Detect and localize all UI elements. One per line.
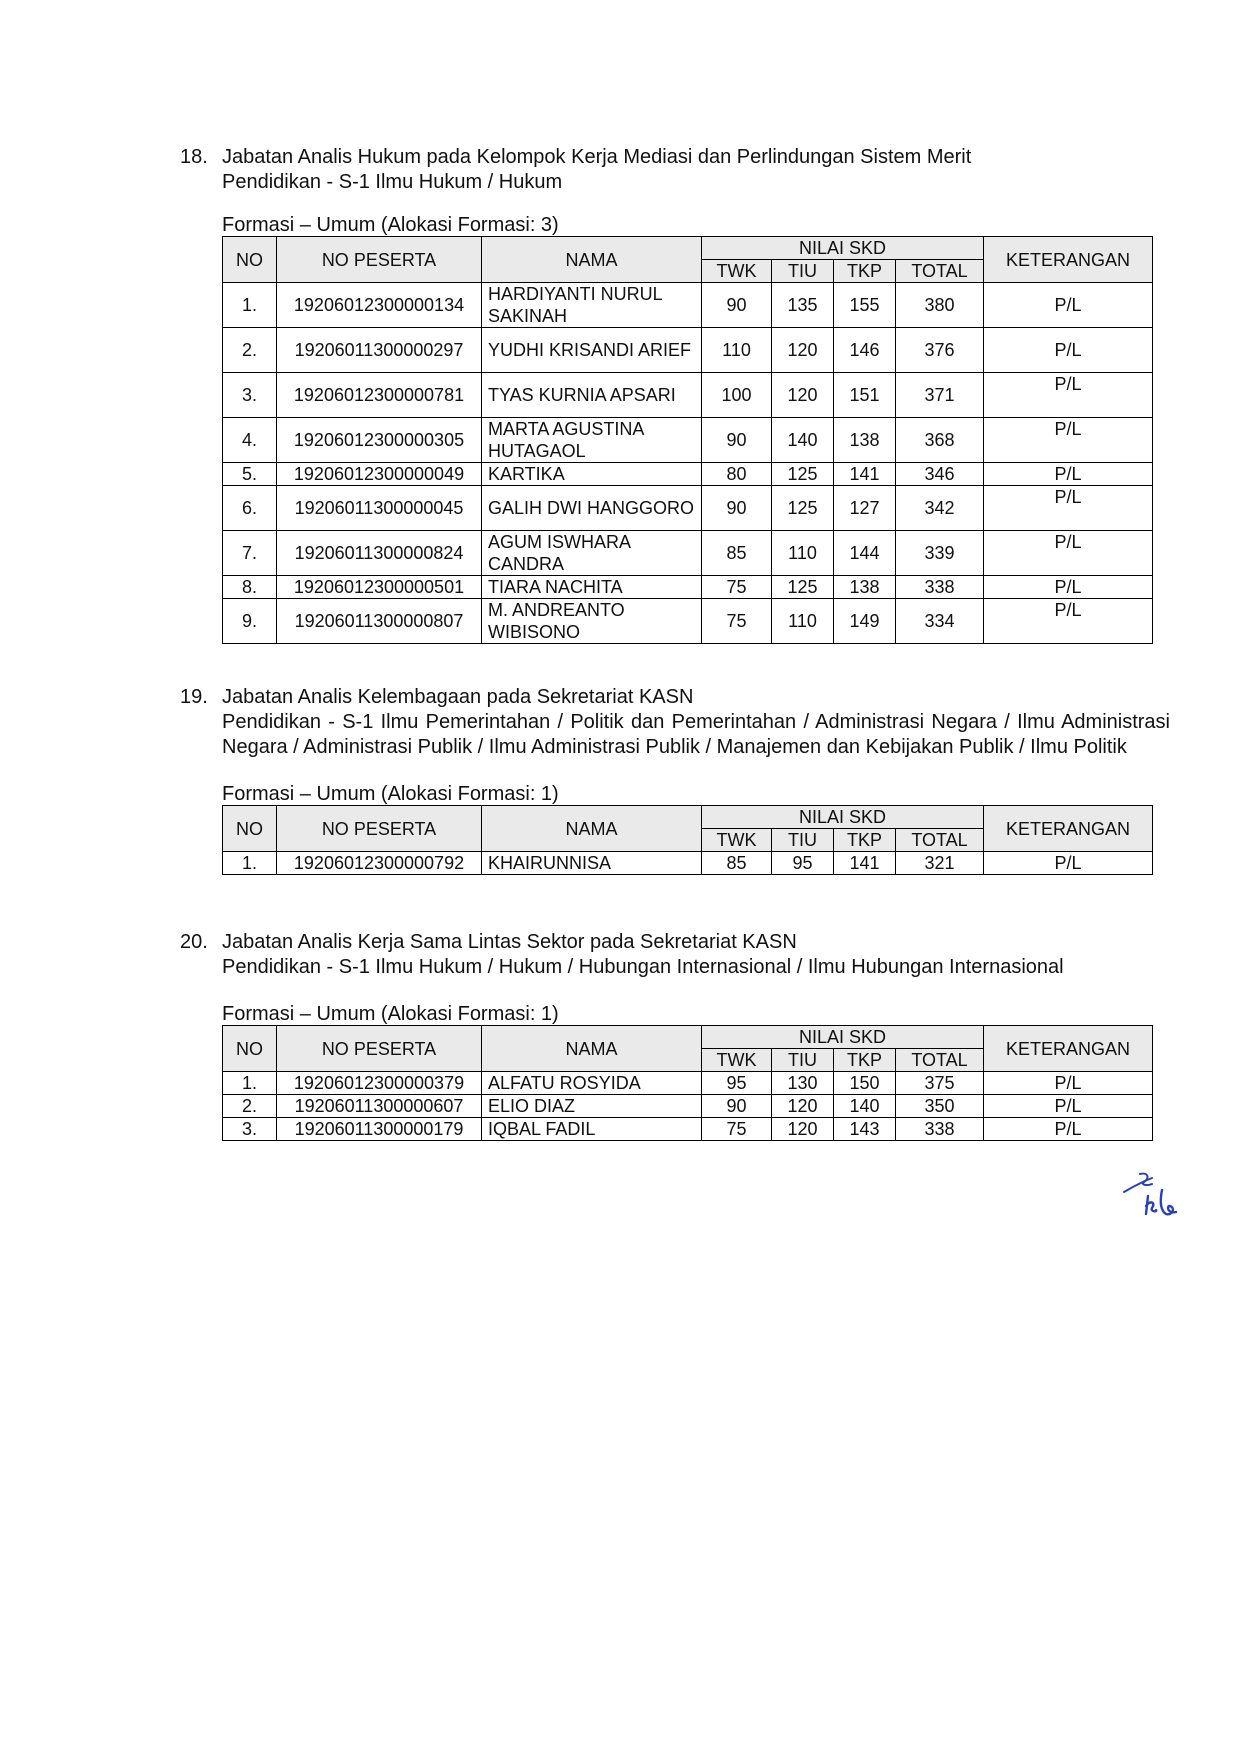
cell-total: 346 xyxy=(896,463,984,486)
cell-twk: 75 xyxy=(702,1118,772,1141)
header-tkp: TKP xyxy=(834,829,896,852)
cell-no: 2. xyxy=(223,1095,277,1118)
cell-peserta: 19206012300000305 xyxy=(277,418,482,463)
section-19 xyxy=(180,685,1170,875)
section-heading xyxy=(180,685,1170,760)
cell-total: 338 xyxy=(896,1118,984,1141)
cell-keterangan: P/L xyxy=(984,283,1153,328)
section-20 xyxy=(180,930,1170,1141)
cell-keterangan: P/L xyxy=(984,418,1153,463)
header-nilai-skd: NILAI SKD xyxy=(702,237,984,260)
cell-nama: IQBAL FADIL xyxy=(482,1118,702,1141)
cell-nama: KARTIKA xyxy=(482,463,702,486)
header-keterangan: KETERANGAN xyxy=(984,237,1153,283)
cell-nama: YUDHI KRISANDI ARIEF xyxy=(482,328,702,373)
table-row xyxy=(223,463,1153,486)
cell-no: 4. xyxy=(223,418,277,463)
cell-tkp: 151 xyxy=(834,373,896,418)
header-no-peserta: NO PESERTA xyxy=(277,1026,482,1072)
handwritten-initials-icon xyxy=(1118,1170,1188,1220)
header-no-peserta: NO PESERTA xyxy=(277,806,482,852)
table-row xyxy=(223,599,1153,644)
cell-no: 5. xyxy=(223,463,277,486)
section-title: Jabatan Analis Hukum pada Kelompok Kerja Mediasi dan Perlindungan Sistem Merit xyxy=(222,146,972,168)
cell-tiu: 135 xyxy=(772,283,834,328)
formasi-label: Formasi – Umum (Alokasi Formasi: 1) xyxy=(222,1003,559,1025)
cell-twk: 110 xyxy=(702,328,772,373)
cell-no: 1. xyxy=(223,852,277,875)
header-tiu: TIU xyxy=(772,260,834,283)
cell-tiu: 120 xyxy=(772,1118,834,1141)
cell-tiu: 95 xyxy=(772,852,834,875)
section-number: 19. xyxy=(180,686,208,708)
cell-twk: 90 xyxy=(702,283,772,328)
cell-total: 338 xyxy=(896,576,984,599)
section-title: Jabatan Analis Kerja Sama Lintas Sektor pada Sekretariat KASN xyxy=(222,931,797,953)
header-total: TOTAL xyxy=(896,829,984,852)
header-twk: TWK xyxy=(702,260,772,283)
cell-keterangan: P/L xyxy=(984,328,1153,373)
header-twk: TWK xyxy=(702,1049,772,1072)
cell-tiu: 120 xyxy=(772,373,834,418)
cell-twk: 95 xyxy=(702,1072,772,1095)
header-tiu: TIU xyxy=(772,829,834,852)
header-no-peserta: NO PESERTA xyxy=(277,237,482,283)
cell-total: 375 xyxy=(896,1072,984,1095)
cell-keterangan: P/L xyxy=(984,1072,1153,1095)
cell-tkp: 138 xyxy=(834,576,896,599)
section-number: 20. xyxy=(180,931,208,953)
cell-keterangan: P/L xyxy=(984,373,1153,418)
cell-tiu: 130 xyxy=(772,1072,834,1095)
cell-twk: 75 xyxy=(702,599,772,644)
header-nilai-skd: NILAI SKD xyxy=(702,806,984,829)
cell-peserta: 19206011300000607 xyxy=(277,1095,482,1118)
cell-tkp: 146 xyxy=(834,328,896,373)
header-total: TOTAL xyxy=(896,260,984,283)
table-row xyxy=(223,418,1153,463)
cell-keterangan: P/L xyxy=(984,576,1153,599)
cell-nama: MARTA AGUSTINA HUTAGAOL xyxy=(482,418,702,463)
cell-total: 368 xyxy=(896,418,984,463)
cell-nama: ELIO DIAZ xyxy=(482,1095,702,1118)
cell-twk: 85 xyxy=(702,531,772,576)
header-keterangan: KETERANGAN xyxy=(984,806,1153,852)
header-nama: NAMA xyxy=(482,1026,702,1072)
cell-peserta: 19206011300000824 xyxy=(277,531,482,576)
header-nilai-skd: NILAI SKD xyxy=(702,1026,984,1049)
section-number: 18. xyxy=(180,146,208,168)
header-no: NO xyxy=(223,237,277,283)
cell-no: 6. xyxy=(223,486,277,531)
section-pendidikan: Pendidikan - S-1 Ilmu Hukum / Hukum xyxy=(222,171,563,193)
cell-no: 8. xyxy=(223,576,277,599)
cell-keterangan: P/L xyxy=(984,852,1153,875)
table-row xyxy=(223,328,1153,373)
cell-no: 2. xyxy=(223,328,277,373)
cell-total: 376 xyxy=(896,328,984,373)
cell-peserta: 19206012300000792 xyxy=(277,852,482,875)
cell-nama: ALFATU ROSYIDA xyxy=(482,1072,702,1095)
cell-tiu: 140 xyxy=(772,418,834,463)
cell-tkp: 143 xyxy=(834,1118,896,1141)
cell-tkp: 127 xyxy=(834,486,896,531)
cell-twk: 80 xyxy=(702,463,772,486)
header-nama: NAMA xyxy=(482,806,702,852)
cell-tkp: 155 xyxy=(834,283,896,328)
cell-peserta: 19206011300000807 xyxy=(277,599,482,644)
cell-total: 371 xyxy=(896,373,984,418)
cell-keterangan: P/L xyxy=(984,1118,1153,1141)
cell-tiu: 110 xyxy=(772,531,834,576)
results-table xyxy=(222,805,1153,875)
section-pendidikan: Pendidikan - S-1 Ilmu Pemerintahan / Politik dan Pemerintahan / Administrasi Negara / Ilmu Administrasi Negara / Administrasi Publik / Ilmu Administrasi Publik / Manajemen dan Kebijakan Publik / Ilmu Politik xyxy=(222,711,1170,758)
header-twk: TWK xyxy=(702,829,772,852)
cell-nama: KHAIRUNNISA xyxy=(482,852,702,875)
table-row xyxy=(223,283,1153,328)
table-row xyxy=(223,852,1153,875)
cell-peserta: 19206012300000379 xyxy=(277,1072,482,1095)
cell-total: 350 xyxy=(896,1095,984,1118)
cell-total: 342 xyxy=(896,486,984,531)
cell-peserta: 19206011300000297 xyxy=(277,328,482,373)
header-tkp: TKP xyxy=(834,260,896,283)
cell-nama: TIARA NACHITA xyxy=(482,576,702,599)
cell-tkp: 150 xyxy=(834,1072,896,1095)
table-row xyxy=(223,1072,1153,1095)
cell-twk: 90 xyxy=(702,418,772,463)
cell-no: 3. xyxy=(223,1118,277,1141)
cell-tkp: 141 xyxy=(834,463,896,486)
cell-keterangan: P/L xyxy=(984,486,1153,531)
cell-total: 334 xyxy=(896,599,984,644)
header-keterangan: KETERANGAN xyxy=(984,1026,1153,1072)
table-row xyxy=(223,1118,1153,1141)
cell-keterangan: P/L xyxy=(984,531,1153,576)
table-row xyxy=(223,576,1153,599)
header-no: NO xyxy=(223,806,277,852)
cell-no: 3. xyxy=(223,373,277,418)
cell-peserta: 19206012300000049 xyxy=(277,463,482,486)
cell-peserta: 19206012300000134 xyxy=(277,283,482,328)
cell-peserta: 19206011300000045 xyxy=(277,486,482,531)
cell-keterangan: P/L xyxy=(984,463,1153,486)
cell-tiu: 120 xyxy=(772,1095,834,1118)
results-table xyxy=(222,1025,1153,1141)
header-total: TOTAL xyxy=(896,1049,984,1072)
cell-tkp: 144 xyxy=(834,531,896,576)
cell-tiu: 125 xyxy=(772,486,834,531)
section-heading xyxy=(180,930,1170,980)
formasi-label: Formasi – Umum (Alokasi Formasi: 3) xyxy=(222,214,559,236)
section-18 xyxy=(180,145,1170,644)
cell-total: 339 xyxy=(896,531,984,576)
cell-no: 9. xyxy=(223,599,277,644)
table-row xyxy=(223,373,1153,418)
cell-twk: 75 xyxy=(702,576,772,599)
header-nama: NAMA xyxy=(482,237,702,283)
cell-nama: HARDIYANTI NURUL SAKINAH xyxy=(482,283,702,328)
section-pendidikan: Pendidikan - S-1 Ilmu Hukum / Hukum / Hubungan Internasional / Ilmu Hubungan Internasional xyxy=(222,956,1064,978)
table-row xyxy=(223,1095,1153,1118)
section-title: Jabatan Analis Kelembagaan pada Sekretariat KASN xyxy=(222,686,694,708)
cell-tiu: 125 xyxy=(772,463,834,486)
header-no: NO xyxy=(223,1026,277,1072)
cell-tkp: 141 xyxy=(834,852,896,875)
table-row xyxy=(223,531,1153,576)
cell-tiu: 120 xyxy=(772,328,834,373)
cell-twk: 90 xyxy=(702,486,772,531)
cell-total: 380 xyxy=(896,283,984,328)
cell-no: 7. xyxy=(223,531,277,576)
cell-tiu: 110 xyxy=(772,599,834,644)
cell-tiu: 125 xyxy=(772,576,834,599)
cell-peserta: 19206012300000501 xyxy=(277,576,482,599)
cell-no: 1. xyxy=(223,283,277,328)
header-tiu: TIU xyxy=(772,1049,834,1072)
cell-nama: AGUM ISWHARA CANDRA xyxy=(482,531,702,576)
cell-twk: 90 xyxy=(702,1095,772,1118)
cell-peserta: 19206011300000179 xyxy=(277,1118,482,1141)
cell-keterangan: P/L xyxy=(984,599,1153,644)
cell-tkp: 149 xyxy=(834,599,896,644)
formasi-label: Formasi – Umum (Alokasi Formasi: 1) xyxy=(222,783,559,805)
cell-twk: 85 xyxy=(702,852,772,875)
cell-no: 1. xyxy=(223,1072,277,1095)
cell-tkp: 138 xyxy=(834,418,896,463)
cell-twk: 100 xyxy=(702,373,772,418)
header-tkp: TKP xyxy=(834,1049,896,1072)
cell-nama: TYAS KURNIA APSARI xyxy=(482,373,702,418)
cell-peserta: 19206012300000781 xyxy=(277,373,482,418)
results-table xyxy=(222,236,1153,644)
cell-keterangan: P/L xyxy=(984,1095,1153,1118)
section-heading xyxy=(180,145,1170,195)
cell-tkp: 140 xyxy=(834,1095,896,1118)
cell-total: 321 xyxy=(896,852,984,875)
cell-nama: M. ANDREANTO WIBISONO xyxy=(482,599,702,644)
table-row xyxy=(223,486,1153,531)
cell-nama: GALIH DWI HANGGORO xyxy=(482,486,702,531)
